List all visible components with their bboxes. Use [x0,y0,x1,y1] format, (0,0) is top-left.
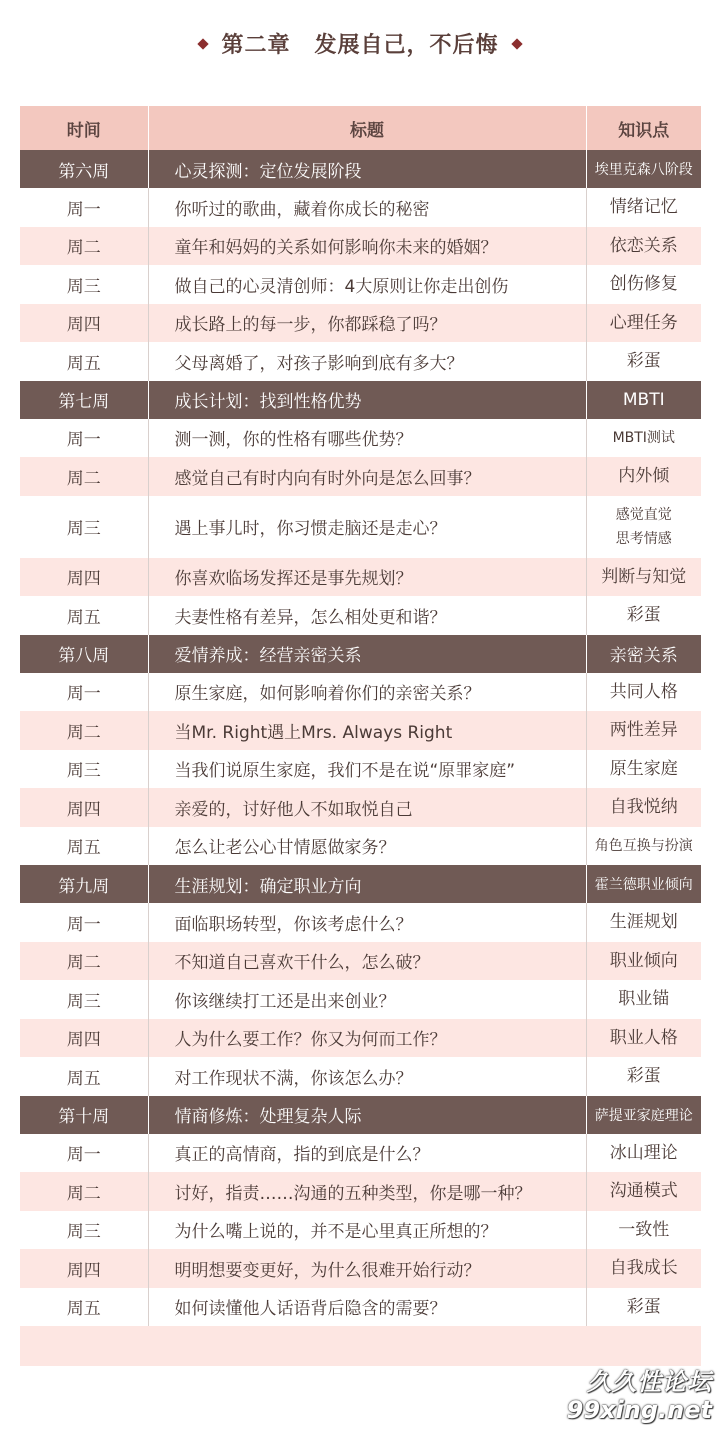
day-label: 周四 [20,788,148,827]
lesson-title: 面临职场转型，你该考虑什么？ [148,903,586,942]
knowledge-point: 一致性 [618,1219,670,1240]
table-footer-row [20,1326,701,1366]
knowledge-point: 彩蛋 [626,351,661,372]
week-label: 第九周 [20,865,148,903]
day-label: 周二 [20,711,148,750]
week-row [20,1096,701,1134]
table-row [20,1172,701,1211]
day-label: 周五 [20,827,148,866]
knowledge-point: 感觉直觉 [615,506,672,523]
week-row [20,635,701,673]
lesson-title: 明明想要变更好，为什么很难开始行动？ [148,1249,586,1288]
knowledge-point-cell [586,827,701,866]
knowledge-point-cell [586,304,701,343]
day-label: 周三 [20,980,148,1019]
table-row [20,750,701,789]
diamond-right-icon [511,38,522,49]
day-label: 周四 [20,1249,148,1288]
knowledge-point: 角色互换与扮演 [594,837,693,854]
week-topic: 心灵探测：定位发展阶段 [148,150,586,188]
week-topic: 爱情养成：经营亲密关系 [148,635,586,673]
week-knowledge-point: 埃里克森八阶段 [586,150,701,188]
day-label: 周二 [20,227,148,266]
knowledge-point-cell [586,558,701,597]
table-row [20,788,701,827]
header-title: 标题 [148,106,586,150]
table-row [20,188,701,227]
knowledge-point-cell [586,227,701,266]
table-row [20,457,701,496]
day-label: 周二 [20,457,148,496]
day-label: 周一 [20,419,148,458]
day-label: 周五 [20,1057,148,1096]
knowledge-point: 彩蛋 [626,1066,661,1087]
chapter-name: 发展自己，不后悔 [314,33,499,58]
lesson-title: 当Mr. Right遇上Mrs. Always Right [148,711,586,750]
week-label: 第八周 [20,635,148,673]
knowledge-point: 生涯规划 [609,912,678,933]
week-topic: 生涯规划：确定职业方向 [148,865,586,903]
knowledge-point-cell [586,673,701,712]
knowledge-point: 自我悦纳 [609,797,678,818]
week-topic: 情商修炼：处理复杂人际 [148,1096,586,1134]
table-row [20,596,701,635]
lesson-title: 真正的高情商，指的到底是什么？ [148,1134,586,1173]
day-label: 周五 [20,342,148,381]
knowledge-point: 情绪记忆 [609,197,678,218]
knowledge-point-cell [586,1249,701,1288]
day-label: 周一 [20,903,148,942]
table-row [20,1134,701,1173]
diamond-left-icon [198,38,209,49]
table-row [20,265,701,304]
lesson-title: 为什么嘴上说的，并不是心里真正所想的？ [148,1211,586,1250]
knowledge-point: 职业倾向 [609,950,678,971]
day-label: 周三 [20,1211,148,1250]
week-topic: 成长计划：找到性格优势 [148,381,586,419]
table-row [20,1019,701,1058]
chapter-title [0,28,720,59]
knowledge-point-cell [586,1019,701,1058]
table-row [20,558,701,597]
table-row [20,827,701,866]
day-label: 周三 [20,265,148,304]
knowledge-point: 职业人格 [609,1027,678,1048]
week-knowledge-point: 萨提亚家庭理论 [586,1096,701,1134]
knowledge-point-cell [586,1172,701,1211]
knowledge-point-cell [586,788,701,827]
knowledge-point-cell [586,942,701,981]
table-row [20,304,701,343]
lesson-title: 如何读懂他人话语背后隐含的需要？ [148,1288,586,1327]
week-row [20,381,701,419]
lesson-title: 做自己的心灵清创师：4大原则让你走出创伤 [148,265,586,304]
lesson-title: 讨好，指责……沟通的五种类型，你是哪一种？ [148,1172,586,1211]
lesson-title: 当我们说原生家庭，我们不是在说“原罪家庭” [148,750,586,789]
day-label: 周三 [20,496,148,558]
knowledge-point-cell [586,596,701,635]
day-label: 周一 [20,188,148,227]
watermark-name: 久久性论坛 [587,1368,712,1396]
knowledge-point: 思考情感 [615,530,672,547]
knowledge-point: MBTI测试 [612,429,675,446]
knowledge-point-cell [586,265,701,304]
week-row [20,865,701,903]
table-row [20,496,701,558]
knowledge-point-cell [586,980,701,1019]
knowledge-point: 原生家庭 [609,758,678,779]
day-label: 周四 [20,304,148,343]
table-row [20,673,701,712]
lesson-title: 父母离婚了，对孩子影响到底有多大？ [148,342,586,381]
knowledge-point-cell [586,457,701,496]
lesson-title: 成长路上的每一步，你都踩稳了吗？ [148,304,586,343]
lesson-title: 亲爱的，讨好他人不如取悦自己 [148,788,586,827]
table-row [20,227,701,266]
knowledge-point-cell [586,750,701,789]
day-label: 周四 [20,558,148,597]
knowledge-point: 依恋关系 [609,235,678,256]
week-label: 第七周 [20,381,148,419]
watermark-url: 99xing.net [566,1396,712,1424]
week-label: 第六周 [20,150,148,188]
table-row [20,1249,701,1288]
knowledge-point-cell [586,188,701,227]
knowledge-point-cell [586,1057,701,1096]
knowledge-point-cell [586,1134,701,1173]
lesson-title: 原生家庭，如何影响着你们的亲密关系？ [148,673,586,712]
knowledge-point: 创伤修复 [609,274,678,295]
week-knowledge-point: MBTI [586,381,701,419]
lesson-title: 对工作现状不满，你该怎么办？ [148,1057,586,1096]
table-row [20,1057,701,1096]
header-time: 时间 [20,106,148,150]
knowledge-point: 两性差异 [609,720,678,741]
day-label: 周一 [20,673,148,712]
knowledge-point-cell [586,419,701,458]
week-knowledge-point: 霍兰德职业倾向 [586,865,701,903]
knowledge-point-cell [586,1211,701,1250]
table-row [20,980,701,1019]
day-label: 周一 [20,1134,148,1173]
lesson-title: 你听过的歌曲，藏着你成长的秘密 [148,188,586,227]
lesson-title: 不知道自己喜欢干什么，怎么破？ [148,942,586,981]
knowledge-point: 内外倾 [618,466,670,487]
table-row [20,1211,701,1250]
day-label: 周四 [20,1019,148,1058]
day-label: 周二 [20,1172,148,1211]
knowledge-point: 冰山理论 [609,1142,678,1163]
table-row [20,942,701,981]
knowledge-point: 自我成长 [609,1258,678,1279]
knowledge-point-cell [586,496,701,558]
header-knowledge-point: 知识点 [586,106,701,150]
table-row [20,1288,701,1327]
table-header-row [20,106,701,150]
lesson-title: 怎么让老公心甘情愿做家务？ [148,827,586,866]
chapter-number: 第二章 [221,33,291,58]
lesson-title: 测一测，你的性格有哪些优势？ [148,419,586,458]
week-knowledge-point: 亲密关系 [586,635,701,673]
table-row [20,903,701,942]
table-row [20,342,701,381]
day-label: 周五 [20,1288,148,1327]
knowledge-point: 共同人格 [609,681,678,702]
knowledge-point: 彩蛋 [626,1296,661,1317]
table-row [20,711,701,750]
knowledge-point-cell [586,342,701,381]
week-label: 第十周 [20,1096,148,1134]
day-label: 周三 [20,750,148,789]
lesson-title: 遇上事儿时，你习惯走脑还是走心？ [148,496,586,558]
site-watermark [567,1368,712,1424]
day-label: 周二 [20,942,148,981]
day-label: 周五 [20,596,148,635]
lesson-title: 夫妻性格有差异，怎么相处更和谐？ [148,596,586,635]
knowledge-point-cell [586,711,701,750]
knowledge-point: 沟通模式 [609,1181,678,1202]
lesson-title: 人为什么要工作？你又为何而工作？ [148,1019,586,1058]
knowledge-point: 判断与知觉 [601,566,687,587]
lesson-title: 感觉自己有时内向有时外向是怎么回事？ [148,457,586,496]
lesson-title: 你喜欢临场发挥还是事先规划？ [148,558,586,597]
schedule-table [20,106,701,1366]
lesson-title: 童年和妈妈的关系如何影响你未来的婚姻？ [148,227,586,266]
knowledge-point-cell [586,903,701,942]
knowledge-point: 彩蛋 [626,605,661,626]
knowledge-point-cell [586,1288,701,1327]
knowledge-point: 职业锚 [618,989,670,1010]
week-row [20,150,701,188]
table-row [20,419,701,458]
knowledge-point: 心理任务 [609,312,678,333]
lesson-title: 你该继续打工还是出来创业？ [148,980,586,1019]
